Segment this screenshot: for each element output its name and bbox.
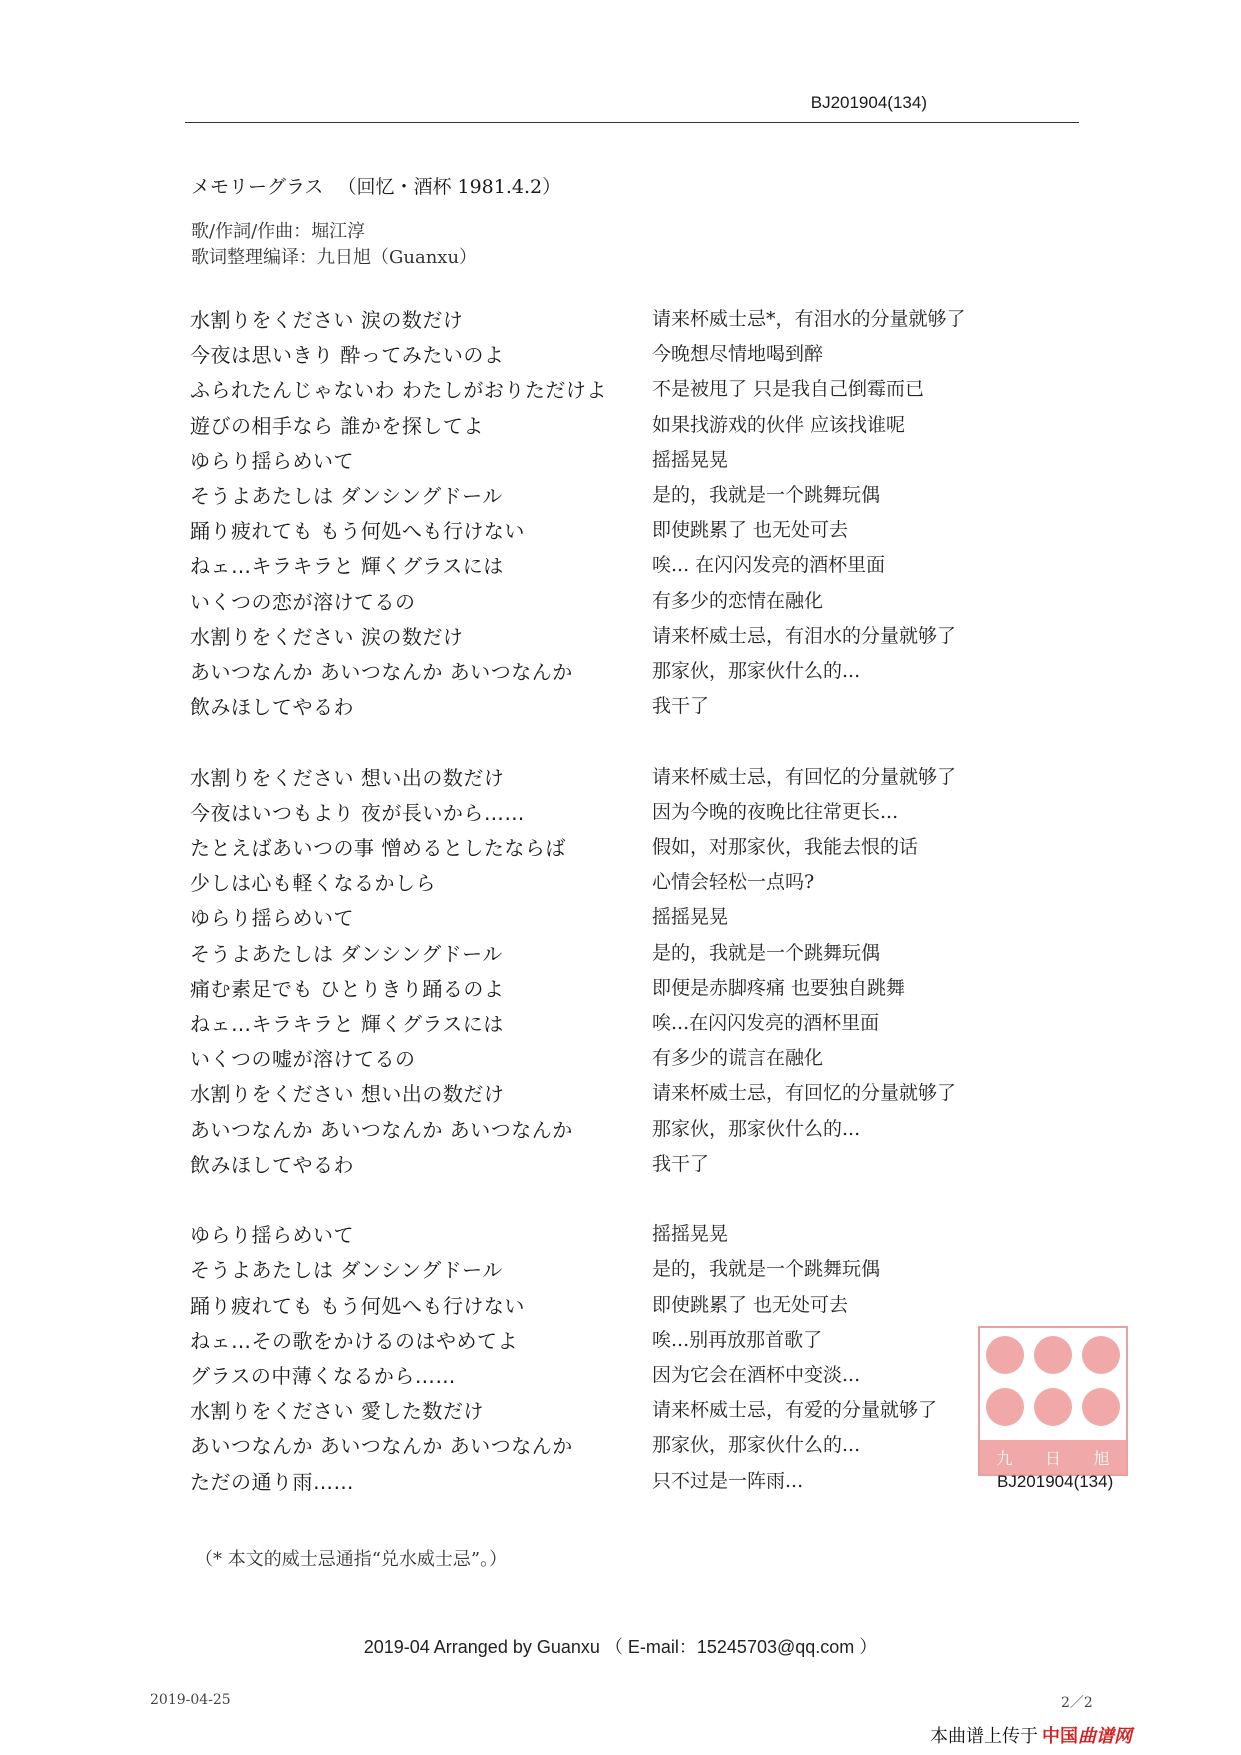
lyric-japanese: ゆらり揺らめいて <box>190 1223 354 1248</box>
lyric-japanese: 水割りをください 涙の数だけ <box>190 624 464 649</box>
lyric-chinese: 那家伙，那家伙什么的... <box>652 1434 861 1457</box>
lyric-japanese: 遊びの相手なら 誰かを探してよ <box>190 413 484 438</box>
lyric-japanese: あいつなんか あいつなんか あいつなんか <box>190 1434 573 1459</box>
lyric-japanese: あいつなんか あいつなんか あいつなんか <box>190 660 573 684</box>
lyric-japanese: ゆらり揺らめいて <box>190 906 354 931</box>
site-logo-brand: 中国 <box>1042 1726 1078 1747</box>
lyric-line <box>0 1043 1241 1078</box>
stamp-code: BJ201904(134) <box>997 1472 1114 1491</box>
lyric-line <box>0 1254 1241 1289</box>
lyric-japanese: グラスの中薄くなるから…… <box>190 1364 456 1388</box>
header-rule <box>185 122 1079 123</box>
page-number: 2／2 <box>1061 1695 1093 1711</box>
lyric-japanese: 今夜はいつもより 夜が長いから…… <box>190 800 525 825</box>
lyric-japanese: 踊り疲れても もう何処へも行けない <box>190 519 525 544</box>
lyric-japanese: 水割りをください 想い出の数だけ <box>190 1082 505 1107</box>
lyric-chinese: 即使跳累了 也无处可去 <box>652 519 849 542</box>
lyric-japanese: 飲みほしてやるわ <box>190 1152 354 1177</box>
lyric-line <box>0 832 1241 867</box>
lyric-japanese: いくつの嘘が溶けてるの <box>190 1047 416 1072</box>
lyric-line <box>0 1008 1241 1043</box>
translator-credit: 歌词整理编译：九日旭（Guanxu） <box>191 247 478 268</box>
seal-dot <box>1082 1336 1120 1374</box>
lyric-chinese: 摇摇晃晃 <box>652 448 729 471</box>
song-title-sub: （回忆・酒杯 1981.4.2） <box>337 176 562 198</box>
seal-dot <box>986 1336 1024 1374</box>
lyric-chinese: 那家伙，那家伙什么的... <box>652 660 861 682</box>
seal-chars <box>980 1440 1126 1474</box>
lyric-chinese: 不是被甩了 只是我自己倒霉而已 <box>652 378 925 401</box>
seal-dot <box>1082 1388 1120 1426</box>
site-logo-brand2: 曲谱网 <box>1078 1726 1132 1747</box>
lyric-chinese: 我干了 <box>652 695 710 718</box>
lyric-japanese: 飲みほしてやるわ <box>190 695 354 720</box>
lyric-line <box>0 1078 1241 1113</box>
song-title-main: メモリーグラス <box>191 176 324 198</box>
lyric-japanese: あいつなんか あいつなんか あいつなんか <box>190 1117 573 1142</box>
lyric-japanese: 踊り疲れても もう何処へも行けない <box>190 1293 525 1318</box>
lyric-chinese: 请来杯威士忌，有回忆的分量就够了 <box>652 765 957 788</box>
seal-dot <box>1034 1336 1072 1374</box>
lyric-line <box>0 691 1241 726</box>
lyric-chinese: 只不过是一阵雨... <box>652 1469 804 1492</box>
lyric-line <box>0 867 1241 902</box>
footnote: （* 本文的威士忌通指“兑水威士忌”。） <box>195 1549 508 1570</box>
lyric-japanese: そうよあたしは ダンシングドール <box>190 941 503 966</box>
lyric-japanese: 少しは心も軽くなるかしら <box>190 871 436 896</box>
upload-notice <box>930 1722 1132 1748</box>
lyric-chinese: 即使跳累了 也无处可去 <box>652 1293 849 1316</box>
lyric-chinese: 假如，对那家伙，我能去恨的话 <box>652 836 919 858</box>
lyric-japanese: ねェ…キラキラと 輝くグラスには <box>190 554 504 579</box>
lyric-japanese: 痛む素足でも ひとりきり踊るのよ <box>190 976 505 1001</box>
seal-dot <box>986 1388 1024 1426</box>
footer-credit: 2019-04 Arranged by Guanxu （ E-mail：15245703@qq.com ） <box>363 1637 878 1657</box>
lyric-chinese: 唉...在闪闪发亮的酒杯里面 <box>652 1012 880 1034</box>
song-title <box>191 172 561 199</box>
lyric-chinese: 摇摇晃晃 <box>652 1223 729 1246</box>
lyric-line <box>0 374 1241 409</box>
lyric-line <box>0 726 1241 761</box>
lyric-chinese: 摇摇晃晃 <box>652 906 729 929</box>
lyric-chinese: 因为它会在酒杯中变淡... <box>652 1364 861 1386</box>
print-date: 2019-04-25 <box>150 1692 231 1708</box>
lyric-japanese: ただの通り雨…… <box>190 1469 354 1494</box>
lyric-line <box>0 656 1241 691</box>
lyric-line <box>0 1114 1241 1149</box>
seal-char: 日 <box>1044 1448 1061 1468</box>
seal-dot <box>1034 1388 1072 1426</box>
lyric-chinese: 即便是赤脚疼痛 也要独自跳舞 <box>652 976 906 999</box>
lyric-line <box>0 973 1241 1008</box>
lyric-japanese: ねェ…キラキラと 輝くグラスには <box>190 1012 504 1036</box>
lyric-chinese: 请来杯威士忌*，有泪水的分量就够了 <box>652 308 966 330</box>
lyric-chinese: 请来杯威士忌，有爱的分量就够了 <box>652 1399 938 1422</box>
lyric-chinese: 请来杯威士忌，有回忆的分量就够了 <box>652 1082 957 1105</box>
lyric-japanese: 水割りをください 愛した数だけ <box>190 1399 484 1424</box>
lyric-line <box>0 1219 1241 1254</box>
lyric-line <box>0 1149 1241 1184</box>
lyric-chinese: 是的，我就是一个跳舞玩偶 <box>652 941 881 964</box>
seal-char: 旭 <box>1093 1448 1110 1468</box>
lyric-chinese: 今晚想尽情地喝到醉 <box>652 343 824 366</box>
lyric-line <box>0 550 1241 585</box>
lyric-japanese: そうよあたしは ダンシングドール <box>190 1258 503 1283</box>
lyric-japanese: 水割りをください 想い出の数だけ <box>190 765 505 790</box>
lyric-line <box>0 1184 1241 1219</box>
lyric-japanese: ゆらり揺らめいて <box>190 448 354 473</box>
lyric-line <box>0 445 1241 480</box>
seal-char: 九 <box>996 1448 1013 1468</box>
lyric-line <box>0 480 1241 515</box>
lyric-chinese: 请来杯威士忌，有泪水的分量就够了 <box>652 624 957 647</box>
lyric-japanese: 水割りをください 涙の数だけ <box>190 308 464 332</box>
lyric-japanese: 今夜は思いきり 酔ってみたいのよ <box>190 343 505 368</box>
lyric-line <box>0 410 1241 445</box>
lyric-chinese: 是的，我就是一个跳舞玩偶 <box>652 1258 881 1281</box>
lyric-line <box>0 902 1241 937</box>
lyric-line <box>0 339 1241 374</box>
lyric-chinese: 唉... 在闪闪发亮的酒杯里面 <box>652 554 886 577</box>
upload-prefix: 本曲谱上传于 <box>930 1726 1038 1747</box>
document-code: BJ201904(134) <box>810 93 927 112</box>
lyric-line <box>0 515 1241 550</box>
lyric-japanese: たとえばあいつの事 憎めるとしたならば <box>190 836 566 860</box>
lyric-chinese: 是的，我就是一个跳舞玩偶 <box>652 484 881 506</box>
lyric-chinese: 有多少的恋情在融化 <box>652 589 824 612</box>
lyric-line <box>0 304 1241 339</box>
lyric-japanese: そうよあたしは ダンシングドール <box>190 484 503 508</box>
lyric-chinese: 如果找游戏的伙伴 应该找谁呢 <box>652 413 906 436</box>
lyric-chinese: 有多少的谎言在融化 <box>652 1047 824 1070</box>
lyric-japanese: ふられたんじゃないわ わたしがおりただけよ <box>190 378 607 403</box>
lyric-line <box>0 621 1241 656</box>
lyric-japanese: ねェ…その歌をかけるのはやめてよ <box>190 1328 518 1353</box>
composer-credit: 歌/作詞/作曲：堀江淳 <box>191 221 366 242</box>
lyric-chinese: 我干了 <box>652 1152 710 1175</box>
lyric-line <box>0 586 1241 621</box>
lyric-chinese: 唉...别再放那首歌了 <box>652 1328 823 1351</box>
seal-stamp <box>978 1326 1128 1476</box>
lyric-line <box>0 762 1241 797</box>
lyric-chinese: 因为今晚的夜晚比往常更长... <box>652 800 899 823</box>
lyric-line <box>0 797 1241 832</box>
lyric-chinese: 那家伙，那家伙什么的... <box>652 1117 861 1140</box>
lyric-line <box>0 938 1241 973</box>
lyric-japanese: いくつの恋が溶けてるの <box>190 589 416 614</box>
lyric-chinese: 心情会轻松一点吗? <box>652 871 815 894</box>
lyric-line <box>0 1290 1241 1325</box>
